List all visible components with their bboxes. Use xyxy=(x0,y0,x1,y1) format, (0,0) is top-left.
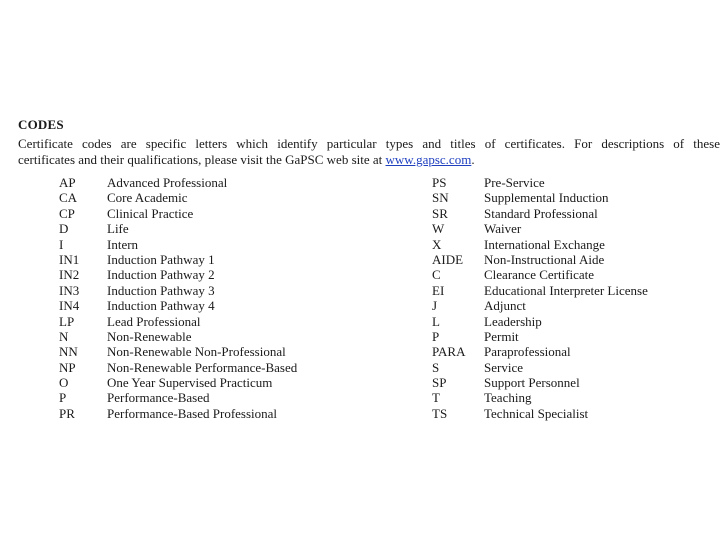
certificate-title: Educational Interpreter License xyxy=(484,282,648,298)
certificate-title: Supplemental Induction xyxy=(484,190,609,206)
certificate-title: Teaching xyxy=(484,390,532,406)
code-row xyxy=(59,252,389,267)
certificate-title: Clinical Practice xyxy=(107,205,194,221)
certificate-title: Permit xyxy=(484,328,519,344)
certificate-code: J xyxy=(432,298,438,314)
certificate-title: Performance-Based xyxy=(107,390,210,406)
code-row xyxy=(432,329,720,344)
codes-list-right xyxy=(432,175,720,421)
certificate-code: TS xyxy=(432,405,448,421)
certificate-code: T xyxy=(432,390,440,406)
certificate-title: Core Academic xyxy=(107,190,188,206)
intro-line-2 xyxy=(18,152,720,168)
certificate-title: One Year Supervised Practicum xyxy=(107,375,273,391)
certificate-title: International Exchange xyxy=(484,236,605,252)
certificate-title: Waiver xyxy=(484,221,522,237)
certificate-code: I xyxy=(59,236,64,252)
code-row xyxy=(59,390,389,405)
code-row xyxy=(432,344,720,359)
certificate-code: O xyxy=(59,375,69,391)
certificate-code: PARA xyxy=(432,344,466,360)
code-row xyxy=(59,237,389,252)
code-row xyxy=(59,406,389,421)
certificate-title: Service xyxy=(484,359,523,375)
codes-list-left xyxy=(59,175,389,421)
code-row xyxy=(59,329,389,344)
code-row xyxy=(59,344,389,359)
certificate-title: Standard Professional xyxy=(484,205,598,221)
certificate-code: D xyxy=(59,221,69,237)
certificate-code: IN1 xyxy=(59,251,80,267)
certificate-title: Performance-Based Professional xyxy=(107,405,278,421)
certificate-code: CA xyxy=(59,190,78,206)
certificate-title: Lead Professional xyxy=(107,313,201,329)
certificate-title: Induction Pathway 3 xyxy=(107,282,215,298)
code-row xyxy=(59,206,389,221)
code-row xyxy=(432,206,720,221)
code-row xyxy=(59,221,389,236)
certificate-code: X xyxy=(432,236,442,252)
code-row xyxy=(432,360,720,375)
certificate-code: PR xyxy=(59,405,75,421)
code-row xyxy=(59,298,389,313)
code-row xyxy=(59,190,389,205)
intro-paragraph xyxy=(18,136,720,168)
code-row xyxy=(59,175,389,190)
code-row xyxy=(59,283,389,298)
code-row xyxy=(432,390,720,405)
code-row xyxy=(432,375,720,390)
code-row xyxy=(59,314,389,329)
code-row xyxy=(432,175,720,190)
certificate-title: Life xyxy=(107,221,129,237)
code-row xyxy=(432,298,720,313)
certificate-title: Non-Renewable xyxy=(107,328,192,344)
certificate-code: SP xyxy=(432,375,447,391)
certificate-code: SN xyxy=(432,190,449,206)
intro-line-2-text: certificates and their qualifications, please visit the GaPSC web site at xyxy=(18,152,386,167)
certificate-code: P xyxy=(432,328,440,344)
code-row xyxy=(432,237,720,252)
certificate-code: IN4 xyxy=(59,298,80,314)
certificate-title: Technical Specialist xyxy=(484,405,589,421)
code-row xyxy=(432,267,720,282)
code-row xyxy=(59,267,389,282)
certificate-code: IN3 xyxy=(59,282,80,298)
certificate-code: N xyxy=(59,328,69,344)
intro-line-1: Certificate codes are specific letters which identify particular types and titles of certificates. For descriptions of these xyxy=(18,136,720,151)
code-row xyxy=(432,314,720,329)
certificate-title: Intern xyxy=(107,236,139,252)
certificate-title: Non-Renewable Performance-Based xyxy=(107,359,298,375)
certificate-code: IN2 xyxy=(59,267,80,283)
certificate-title: Pre-Service xyxy=(484,175,545,190)
certificate-code: NN xyxy=(59,344,78,360)
certificate-title: Paraprofessional xyxy=(484,344,571,360)
certificate-code: AIDE xyxy=(432,251,464,267)
certificate-title: Non-Instructional Aide xyxy=(484,251,605,267)
certificate-title: Adjunct xyxy=(484,298,526,314)
certificate-title: Advanced Professional xyxy=(107,175,228,190)
gapsc-website-link[interactable]: www.gapsc.com xyxy=(385,152,472,167)
certificate-code: CP xyxy=(59,205,75,221)
certificate-code: C xyxy=(432,267,441,283)
certificate-code: LP xyxy=(59,313,75,329)
intro-line-2-period: . xyxy=(471,152,475,167)
certificate-code: PS xyxy=(432,175,447,190)
code-row xyxy=(432,190,720,205)
certificate-title: Induction Pathway 2 xyxy=(107,267,215,283)
certificate-title: Non-Renewable Non-Professional xyxy=(107,344,286,360)
certificate-code: P xyxy=(59,390,67,406)
certificate-code: L xyxy=(432,313,440,329)
certificate-code: SR xyxy=(432,205,448,221)
code-row xyxy=(432,221,720,236)
certificate-code: S xyxy=(432,359,440,375)
certificate-code: AP xyxy=(59,175,76,190)
section-heading: CODES xyxy=(18,117,64,132)
certificate-title: Induction Pathway 4 xyxy=(107,298,215,314)
certificate-title: Induction Pathway 1 xyxy=(107,251,215,267)
code-row xyxy=(432,283,720,298)
code-row xyxy=(59,360,389,375)
code-row xyxy=(59,375,389,390)
certificate-title: Clearance Certificate xyxy=(484,267,595,283)
certificate-code: NP xyxy=(59,359,76,375)
code-row xyxy=(432,406,720,421)
code-row xyxy=(432,252,720,267)
certificate-code: W xyxy=(432,221,445,237)
certificate-title: Leadership xyxy=(484,313,542,329)
certificate-code: EI xyxy=(432,282,445,298)
certificate-title: Support Personnel xyxy=(484,375,580,391)
